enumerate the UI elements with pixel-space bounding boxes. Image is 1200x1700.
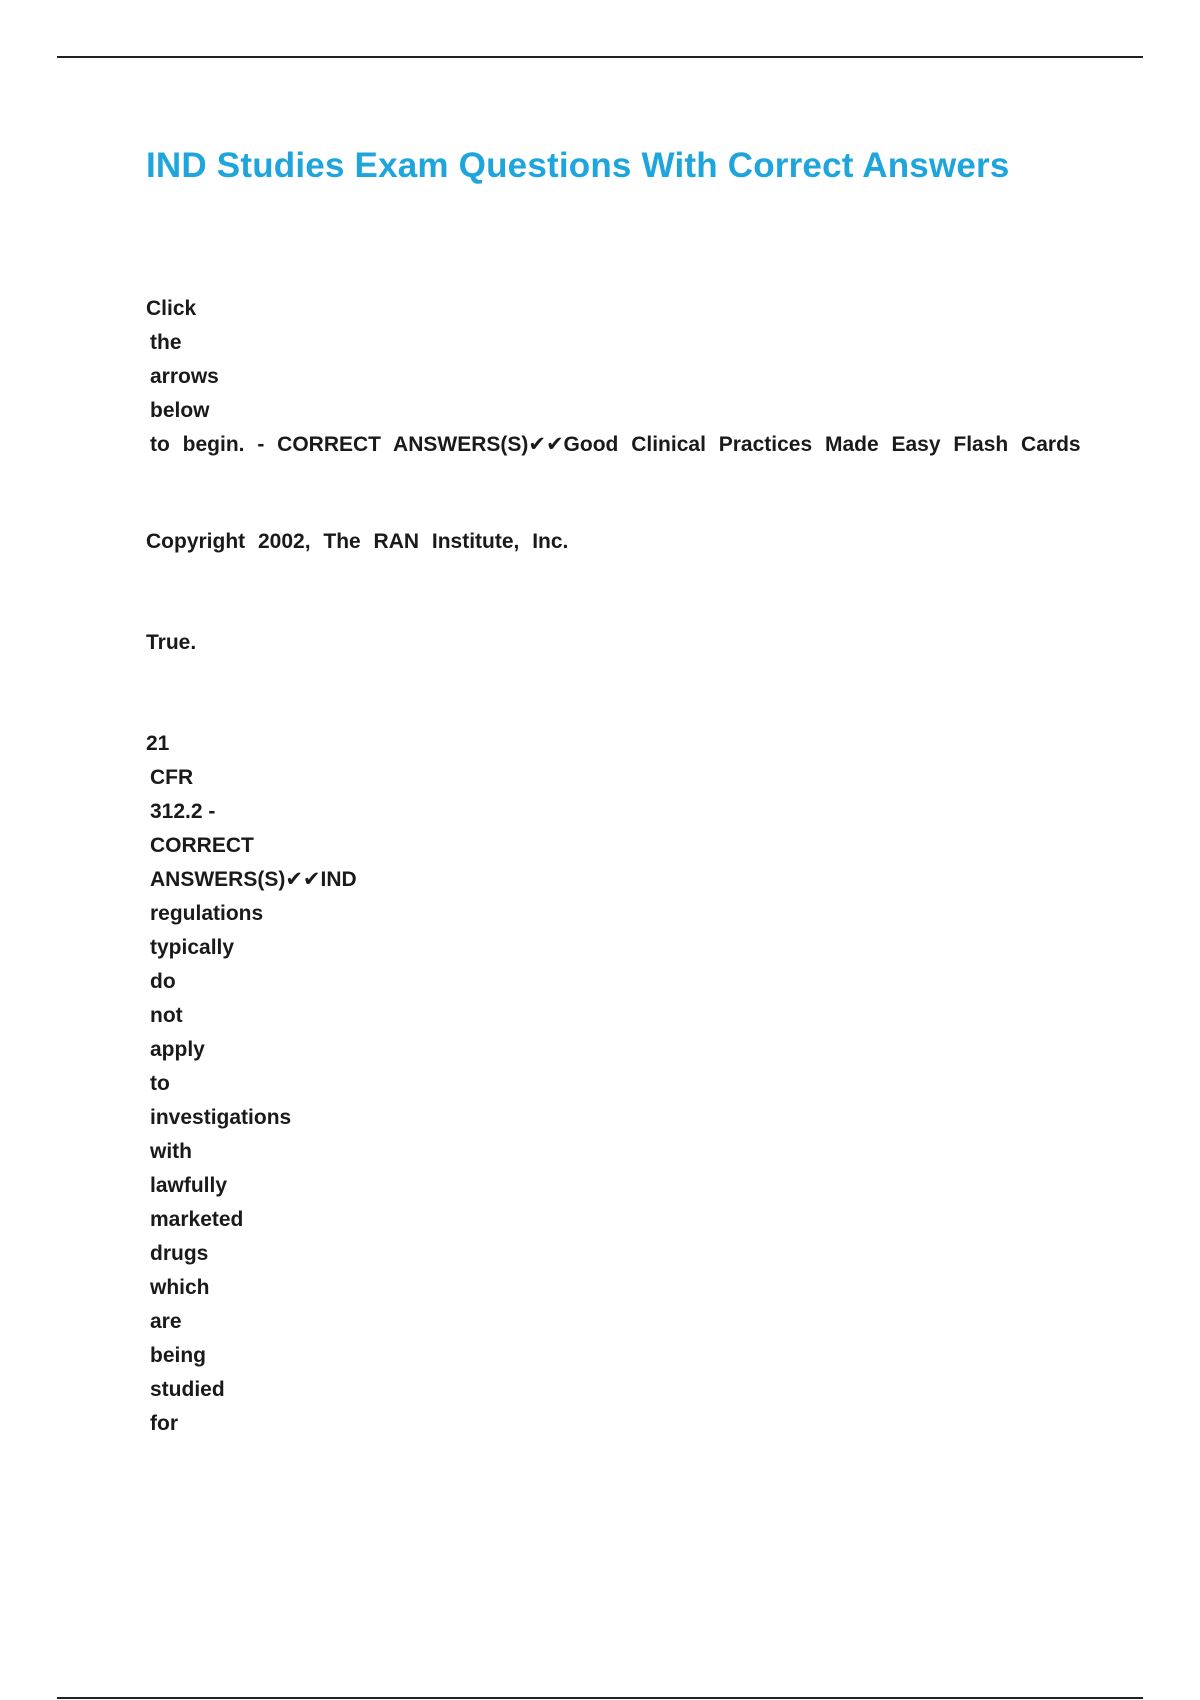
question-2-line: lawfully <box>150 1174 228 1197</box>
question-2-line: to <box>150 1072 170 1095</box>
question-2-line: are <box>150 1310 182 1333</box>
question-2-line: with <box>150 1140 192 1163</box>
question-1 <box>146 292 1081 462</box>
question-2-line: which <box>150 1276 210 1299</box>
question-2-line: not <box>150 1004 183 1027</box>
question-2-line: CFR <box>150 766 194 789</box>
question-2-line: 312.2 - <box>150 800 216 823</box>
question-2-line: regulations <box>150 902 264 925</box>
question-2-line: drugs <box>150 1242 209 1265</box>
header-rule <box>57 56 1143 58</box>
question-1-word: below <box>150 399 210 422</box>
copyright-text: Copyright 2002, The RAN Institute, Inc. <box>146 530 569 553</box>
question-2-line: studied <box>150 1378 225 1401</box>
question-2-line: 21 <box>146 732 170 755</box>
question-1-word: arrows <box>150 365 219 388</box>
question-2 <box>146 727 357 1441</box>
question-1-word: the <box>150 331 182 354</box>
footer-rule <box>57 1697 1143 1699</box>
question-2-line: investigations <box>150 1106 292 1129</box>
question-2-line: typically <box>150 936 235 959</box>
question-2-line: ANSWERS(S)✔✔IND <box>150 868 357 891</box>
document-title: IND Studies Exam Questions With Correct Answers <box>146 146 1010 185</box>
question-2-line: CORRECT <box>150 834 254 857</box>
question-1-word: Click <box>146 297 197 320</box>
question-2-line: do <box>150 970 176 993</box>
question-2-line: marketed <box>150 1208 244 1231</box>
question-1-answer-line: to begin. - CORRECT ANSWERS(S)✔✔Good Clinical Practices Made Easy Flash Cards <box>150 433 1081 456</box>
answer-true: True. <box>146 631 197 654</box>
question-2-line: being <box>150 1344 206 1367</box>
question-2-line: apply <box>150 1038 205 1061</box>
question-2-line: for <box>150 1412 178 1435</box>
